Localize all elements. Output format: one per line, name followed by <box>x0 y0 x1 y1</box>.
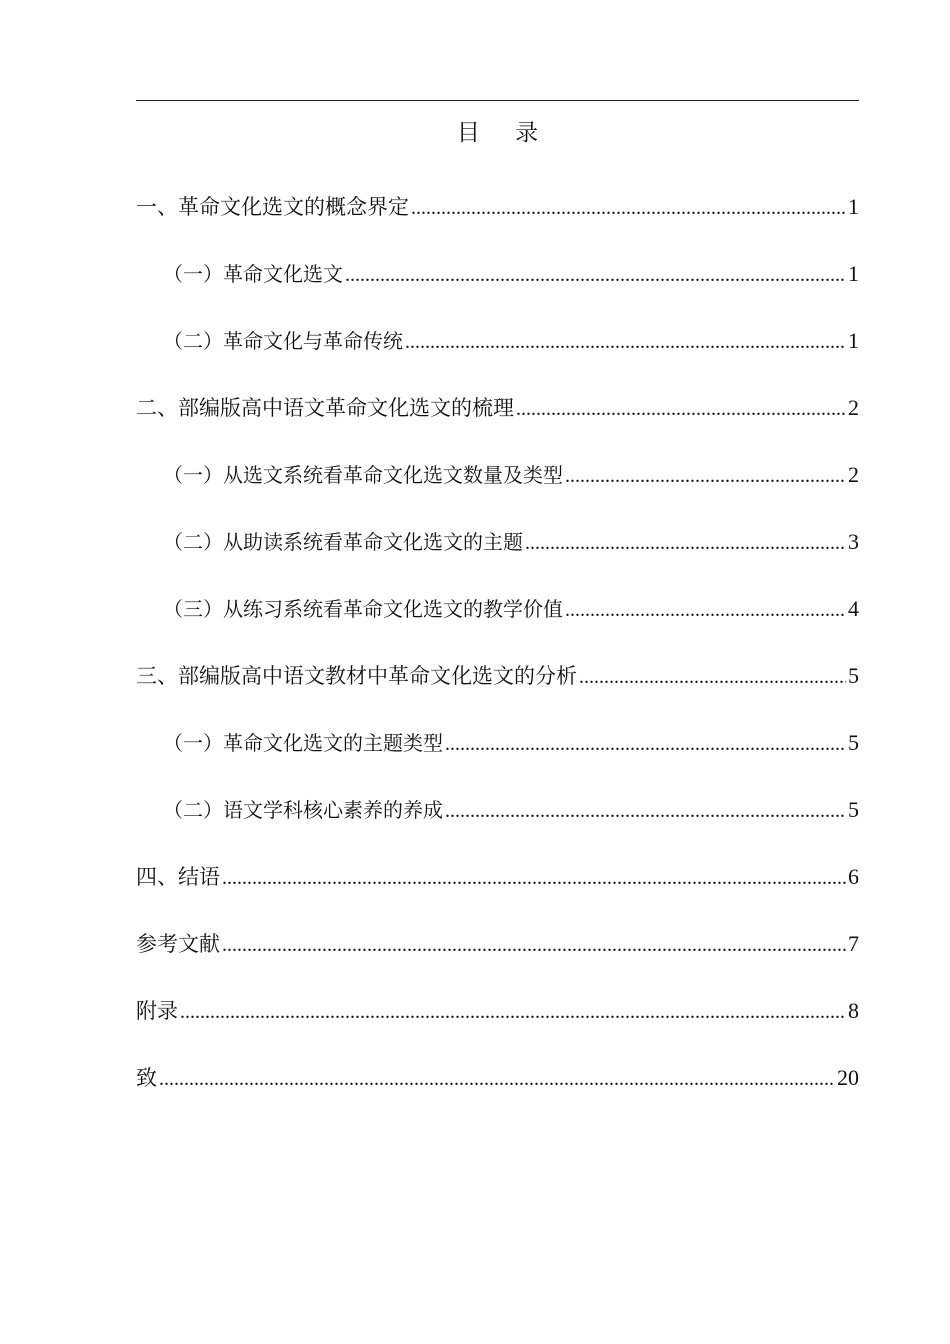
dot-leader <box>345 258 846 292</box>
toc-entry-label: （二）从助读系统看革命文化选文的主题 <box>163 530 523 554</box>
toc-entry[interactable] <box>136 458 859 525</box>
toc-entry[interactable] <box>136 525 859 592</box>
toc-entry[interactable] <box>136 324 859 391</box>
dot-leader <box>565 459 846 493</box>
header-rule <box>136 100 859 101</box>
toc-entry-label: 三、部编版高中语文教材中革命文化选文的分析 <box>136 664 577 688</box>
dot-leader <box>180 995 846 1029</box>
toc-entry-page: 1 <box>848 194 859 219</box>
toc-entry-page: 1 <box>848 261 859 286</box>
toc-entry-label: 附录 <box>136 999 178 1023</box>
toc-entry[interactable] <box>136 994 859 1061</box>
toc-entry-label: 四、结语 <box>136 865 220 889</box>
dot-leader <box>445 727 846 761</box>
dot-leader <box>565 593 846 627</box>
toc-entry-page: 3 <box>848 529 859 554</box>
toc-entry-label: （一）革命文化选文的主题类型 <box>163 731 443 755</box>
toc-entry[interactable] <box>136 793 859 860</box>
toc-entry[interactable] <box>136 860 859 927</box>
toc-entry[interactable] <box>136 659 859 726</box>
dot-leader <box>411 191 846 225</box>
dot-leader <box>159 1062 835 1096</box>
toc-entry-page: 7 <box>848 931 859 956</box>
toc-entry[interactable] <box>136 927 859 994</box>
toc-entry-page: 2 <box>848 462 859 487</box>
toc-entry[interactable] <box>136 190 859 257</box>
toc-entry-label: （一）革命文化选文 <box>163 262 343 286</box>
toc-entry-label: 一、革命文化选文的概念界定 <box>136 195 409 219</box>
toc-entry-page: 5 <box>848 663 859 688</box>
toc-entry-label: 参考文献 <box>136 932 220 956</box>
toc-entry[interactable] <box>136 592 859 659</box>
dot-leader <box>405 325 846 359</box>
toc-entry[interactable] <box>136 257 859 324</box>
dot-leader <box>525 526 846 560</box>
toc-entry-page: 8 <box>848 998 859 1023</box>
toc-entry-page: 1 <box>848 328 859 353</box>
toc-entry[interactable] <box>136 1061 859 1128</box>
dot-leader <box>222 861 846 895</box>
dot-leader <box>445 794 846 828</box>
dot-leader <box>222 928 846 962</box>
toc-entry-label: （二）革命文化与革命传统 <box>163 329 403 353</box>
dot-leader <box>579 660 846 694</box>
toc-title: 目 录 <box>456 120 553 146</box>
toc-entry-page: 2 <box>848 395 859 420</box>
toc-entry-page: 5 <box>848 730 859 755</box>
toc-entry-label: （三）从练习系统看革命文化选文的教学价值 <box>163 597 563 621</box>
toc-entry-label: 二、部编版高中语文革命文化选文的梳理 <box>136 396 514 420</box>
toc-entry[interactable] <box>136 391 859 458</box>
toc-entry-label: （一）从选文系统看革命文化选文数量及类型 <box>163 463 563 487</box>
table-of-contents <box>136 190 859 1128</box>
toc-entry[interactable] <box>136 726 859 793</box>
toc-entry-label: 致 <box>136 1066 157 1090</box>
toc-entry-page: 20 <box>837 1065 859 1090</box>
toc-entry-page: 5 <box>848 797 859 822</box>
toc-entry-page: 6 <box>848 864 859 889</box>
toc-entry-label: （二）语文学科核心素养的养成 <box>163 798 443 822</box>
dot-leader <box>516 392 846 426</box>
toc-entry-page: 4 <box>848 596 859 621</box>
